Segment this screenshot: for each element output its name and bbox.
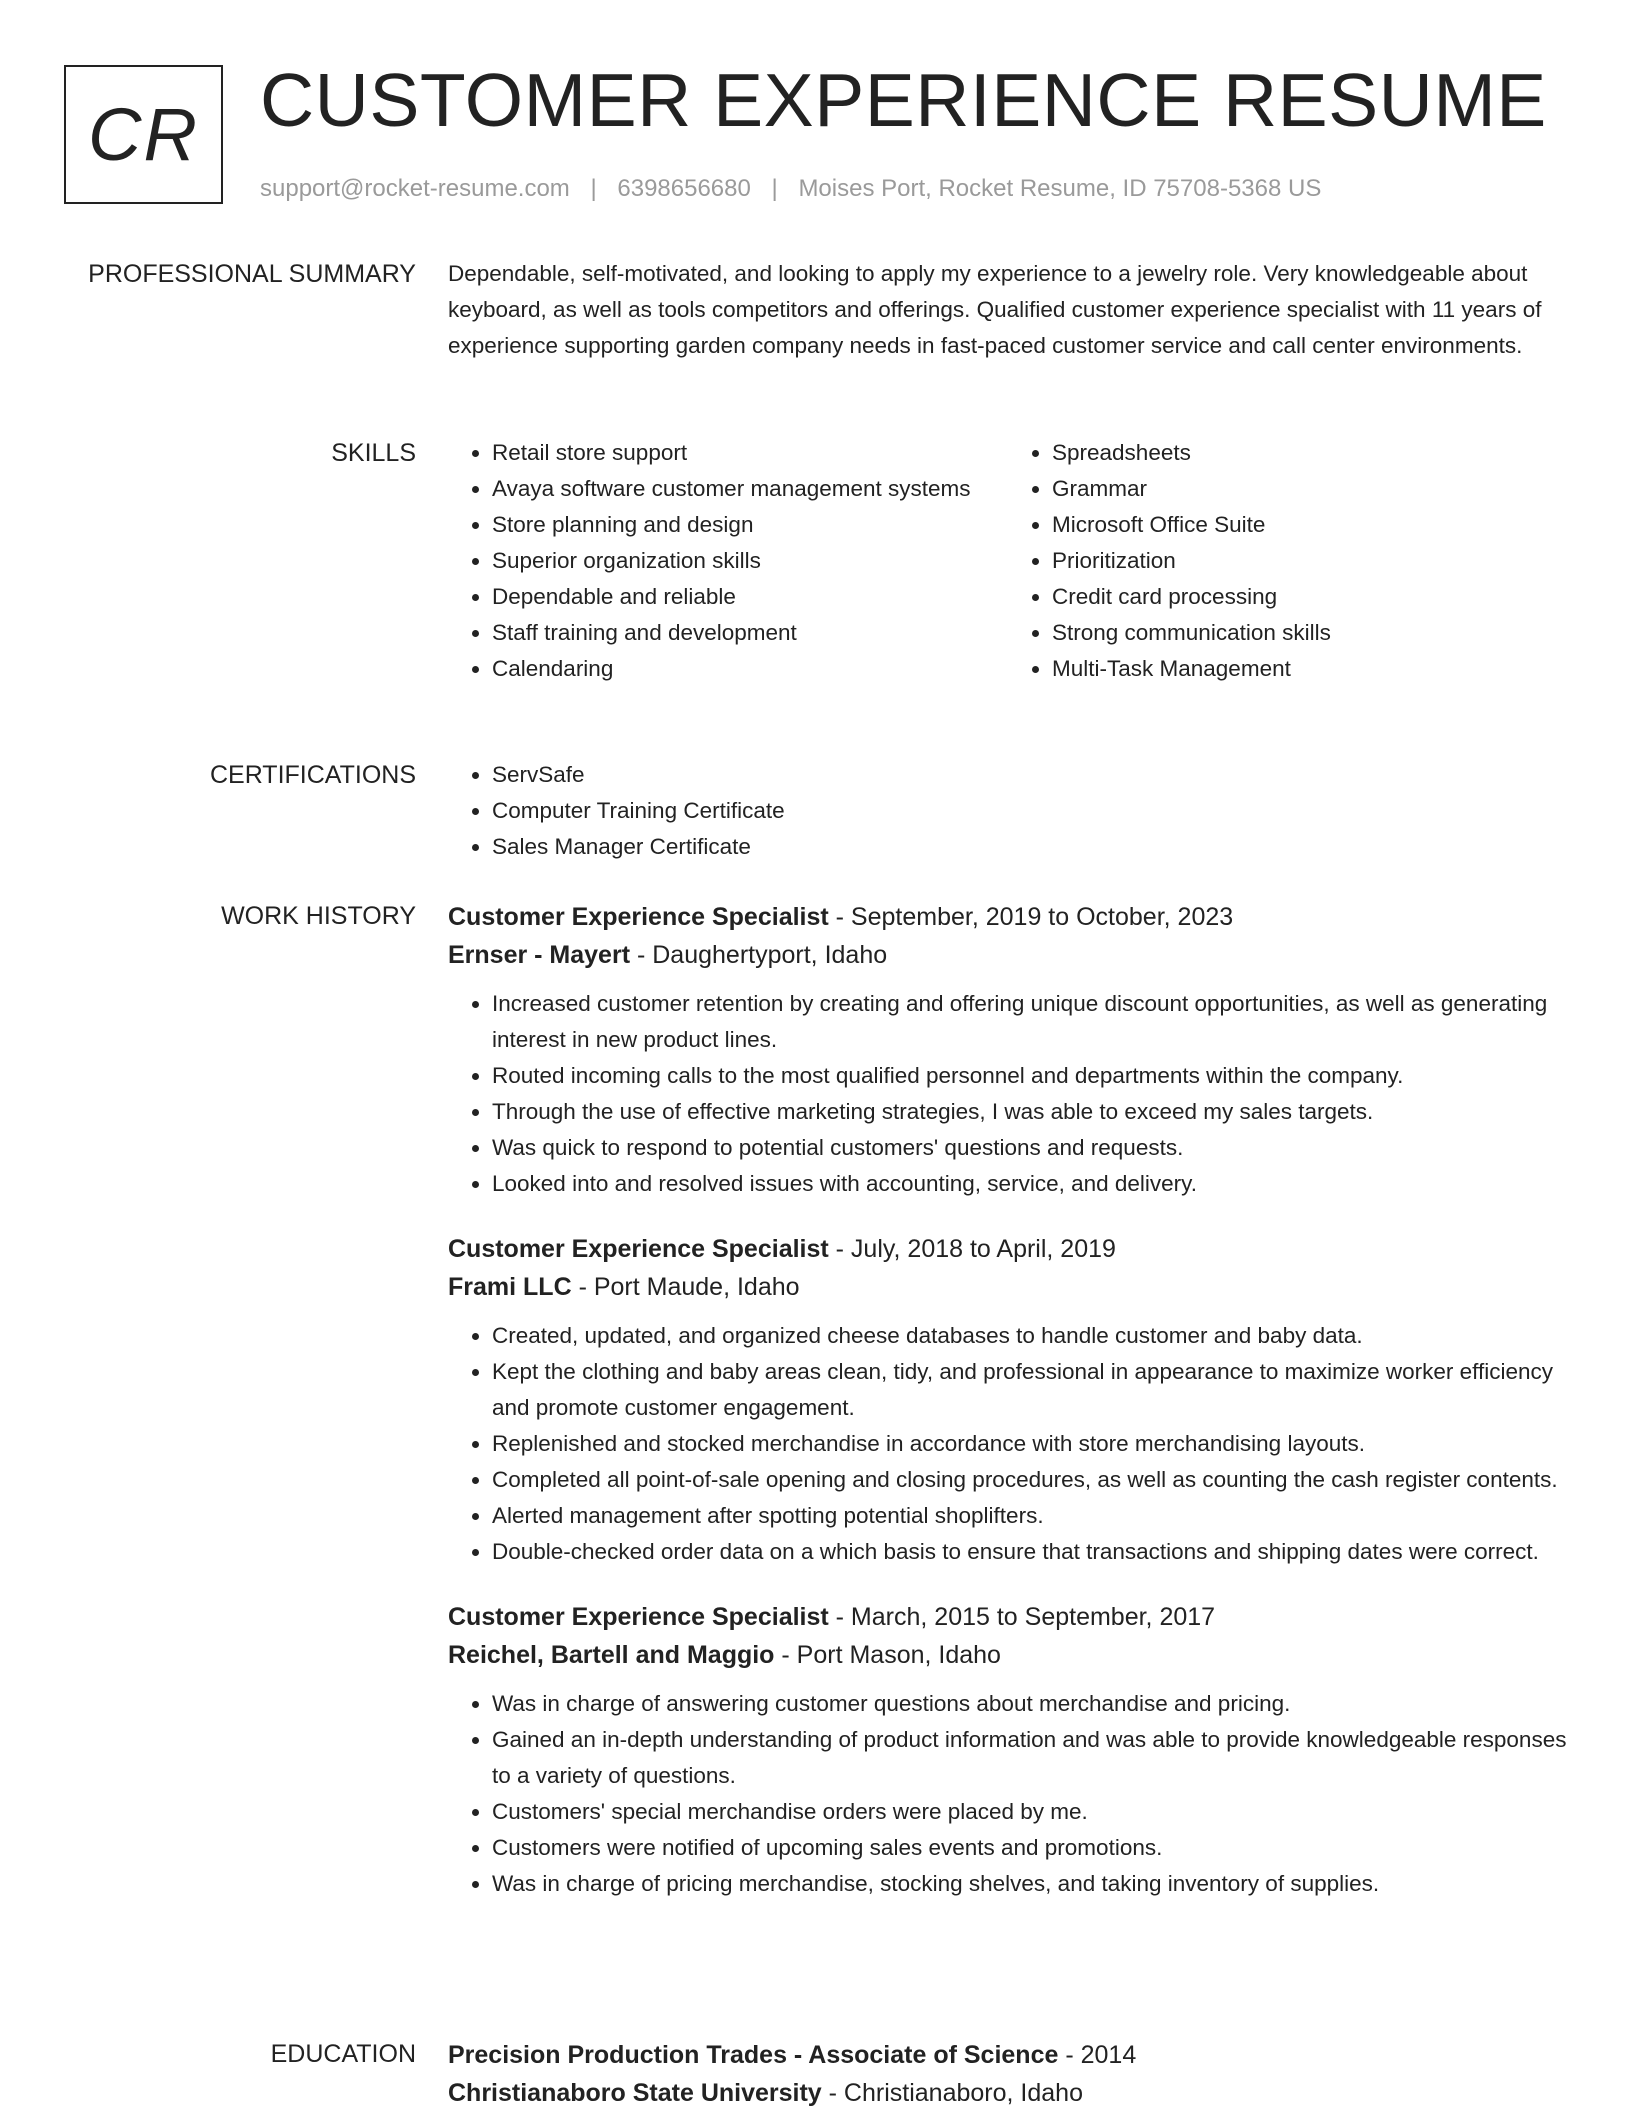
job-bullets <box>448 986 1568 1202</box>
job-dates: - September, 2019 to October, 2023 <box>828 903 1234 931</box>
education-year: - 2014 <box>1058 2041 1137 2069</box>
job-location: - Daughertyport, Idaho <box>630 941 888 969</box>
section-label: CERTIFICATIONS <box>209 761 416 789</box>
job-bullet: • Routed incoming calls to the most qualified personnel and departments within the company. <box>492 1058 1568 1094</box>
skills-list-left <box>448 435 1008 687</box>
job-bullets <box>448 1686 1568 1902</box>
job-bullet: • Created, updated, and organized cheese databases to handle customer and baby data. <box>492 1318 1568 1354</box>
skill-item: • Retail store support <box>492 435 1008 471</box>
skill-item: • Store planning and design <box>492 507 1008 543</box>
skill-item: • Prioritization <box>1052 543 1568 579</box>
job-entry <box>448 1230 1568 1570</box>
job-bullet: • Customers' special merchandise orders were placed by me. <box>492 1794 1568 1830</box>
work-history-body <box>448 898 1568 1930</box>
job-dates: - March, 2015 to September, 2017 <box>828 1603 1216 1631</box>
section-label: EDUCATION <box>270 2040 416 2068</box>
job-company: Frami LLC <box>448 1273 572 1301</box>
job-bullet: • Double-checked order data on a which basis to ensure that transactions and shipping dates were correct. <box>492 1534 1568 1570</box>
job-bullet: • Replenished and stocked merchandise in accordance with store merchandising layouts. <box>492 1426 1568 1462</box>
page-title: CUSTOMER EXPERIENCE RESUME <box>260 58 1547 142</box>
skill-item: • Dependable and reliable <box>492 579 1008 615</box>
skills-list-right <box>1008 435 1568 687</box>
job-bullet: • Was in charge of answering customer questions about merchandise and pricing. <box>492 1686 1568 1722</box>
skill-item: • Staff training and development <box>492 615 1008 651</box>
job-bullets <box>448 1318 1568 1570</box>
job-bullet: • Through the use of effective marketing strategies, I was able to exceed my sales targets. <box>492 1094 1568 1130</box>
job-entry <box>448 898 1568 1202</box>
certification-item: • Computer Training Certificate <box>492 793 1568 829</box>
monogram: CR <box>64 65 223 204</box>
job-bullet: • Looked into and resolved issues with accounting, service, and delivery. <box>492 1166 1568 1202</box>
job-bullet: • Increased customer retention by creating and offering unique discount opportunities, as well as generating interest in new product lines. <box>492 986 1568 1058</box>
certification-item: • Sales Manager Certificate <box>492 829 1568 865</box>
certification-item: • ServSafe <box>492 757 1568 793</box>
contact-email: support@rocket-resume.com <box>260 175 570 202</box>
skill-item: • Strong communication skills <box>1052 615 1568 651</box>
skills-columns <box>448 435 1568 687</box>
contact-address: Moises Port, Rocket Resume, ID 75708-5368 US <box>798 175 1322 202</box>
job-entry <box>448 1598 1568 1902</box>
job-title-line <box>448 898 1568 936</box>
contact-line <box>260 175 1321 203</box>
skill-item: • Multi-Task Management <box>1052 651 1568 687</box>
education-school: Christianaboro State University <box>448 2079 822 2107</box>
job-bullet: • Was in charge of pricing merchandise, stocking shelves, and taking inventory of supplies. <box>492 1866 1568 1902</box>
contact-phone: 6398656680 <box>617 175 751 202</box>
certifications-list <box>448 757 1568 865</box>
job-bullet: • Kept the clothing and baby areas clean, tidy, and professional in appearance to maximize worker efficiency and promote customer engagement. <box>492 1354 1568 1426</box>
job-bullet: • Completed all point-of-sale opening and closing procedures, as well as counting the cash register contents. <box>492 1462 1568 1498</box>
job-bullet: • Gained an in-depth understanding of product information and was able to provide knowledgeable responses to a variety of questions. <box>492 1722 1568 1794</box>
job-company-line <box>448 1268 1568 1306</box>
skill-item: • Credit card processing <box>1052 579 1568 615</box>
resume-header <box>64 58 1568 215</box>
job-title: Customer Experience Specialist <box>448 1603 829 1631</box>
skill-item: • Microsoft Office Suite <box>1052 507 1568 543</box>
job-company-line <box>448 936 1568 974</box>
education-degree: Precision Production Trades - Associate of Science <box>448 2041 1059 2069</box>
job-company: Ernser - Mayert <box>448 941 631 969</box>
job-company-line <box>448 1636 1568 1674</box>
summary-text: Dependable, self-motivated, and looking to apply my experience to a jewelry role. Very knowledgeable about keyboard, as well as tools competitors and offerings. Qualified customer experience specialist with 11 years of experience supporting garden company needs in fast-paced customer service and call center environments. <box>448 261 1542 358</box>
job-title-line <box>448 1598 1568 1636</box>
education-body <box>448 2036 1568 2112</box>
section-label: SKILLS <box>331 439 416 467</box>
contact-separator: | <box>590 175 597 202</box>
job-company: Reichel, Bartell and Maggio <box>448 1641 775 1669</box>
education-degree-line <box>448 2036 1568 2074</box>
job-bullet: • Was quick to respond to potential customers' questions and requests. <box>492 1130 1568 1166</box>
education-location: - Christianaboro, Idaho <box>821 2079 1083 2107</box>
job-bullet: • Customers were notified of upcoming sales events and promotions. <box>492 1830 1568 1866</box>
education-school-line <box>448 2074 1568 2112</box>
skill-item: • Avaya software customer management systems <box>492 471 1008 507</box>
job-title-line <box>448 1230 1568 1268</box>
job-title: Customer Experience Specialist <box>448 1235 829 1263</box>
section-label: PROFESSIONAL SUMMARY <box>88 260 416 288</box>
skill-item: • Calendaring <box>492 651 1008 687</box>
job-dates: - July, 2018 to April, 2019 <box>828 1235 1116 1263</box>
section-label: WORK HISTORY <box>221 902 416 930</box>
skill-item: • Grammar <box>1052 471 1568 507</box>
job-bullet: • Alerted management after spotting potential shoplifters. <box>492 1498 1568 1534</box>
contact-separator: | <box>771 175 778 202</box>
job-location: - Port Maude, Idaho <box>571 1273 800 1301</box>
skill-item: • Spreadsheets <box>1052 435 1568 471</box>
certifications-body <box>448 757 1568 865</box>
skill-item: • Superior organization skills <box>492 543 1008 579</box>
job-location: - Port Mason, Idaho <box>774 1641 1001 1669</box>
job-title: Customer Experience Specialist <box>448 903 829 931</box>
